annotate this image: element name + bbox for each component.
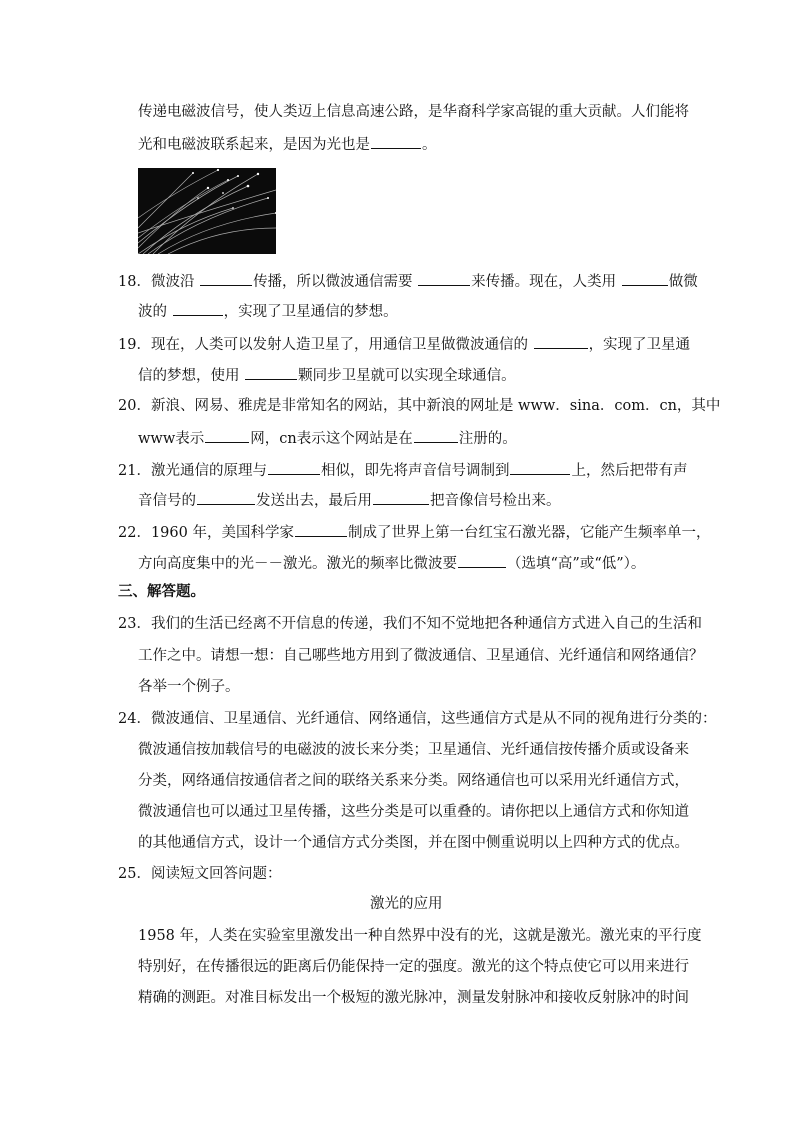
question-23-line-1 bbox=[118, 614, 702, 634]
intro-line-1: 传递电磁波信号，使人类迈上信息高速公路，是华裔科学家高锟的重大贡献。人们能将 bbox=[138, 104, 689, 120]
q18-text: 波的 bbox=[138, 304, 172, 320]
q18-text: 微波沿 bbox=[150, 274, 200, 290]
question-number: 20． bbox=[118, 398, 151, 414]
question-22-line-2 bbox=[138, 552, 645, 574]
q24-text: 微波通信、卫星通信、光纤通信、网络通信，这些通信方式是从不同的视角进行分类的： bbox=[150, 711, 717, 727]
q20-text: 注册的。 bbox=[458, 431, 517, 447]
q21-text: 相似，即先将声音信号调制到 bbox=[320, 463, 510, 479]
answer-blank bbox=[510, 459, 570, 475]
question-18-line-1 bbox=[118, 270, 698, 292]
question-24-line-2: 微波通信按加载信号的电磁波的波长来分类；卫星通信、光纤通信按传播介质或设备来 bbox=[138, 742, 689, 758]
answer-blank bbox=[295, 521, 347, 537]
fiber-optic-photo bbox=[138, 168, 276, 254]
question-24-line-4: 微波通信也可以通过卫星传播，这些分类是可以重叠的。请你把以上通信方式和你知道 bbox=[138, 804, 689, 820]
question-20-line-2 bbox=[138, 427, 517, 449]
question-24-line-1 bbox=[118, 709, 716, 729]
q21-text: 激光通信的原理与 bbox=[150, 463, 267, 479]
q21-text: 发送出去，最后用 bbox=[256, 493, 372, 509]
q19-text: 现在，人类可以发射人造卫星了，用通信卫星做微波通信的 bbox=[150, 337, 533, 353]
q18-text: 传播，所以微波通信需要 bbox=[253, 274, 418, 290]
question-19-line-2 bbox=[138, 364, 516, 386]
answer-blank bbox=[200, 270, 252, 286]
fiber-optic-icon bbox=[138, 168, 276, 254]
question-25-line-1 bbox=[118, 864, 281, 884]
q19-text: 信的梦想，使用 bbox=[138, 368, 245, 384]
q20-text: 网，cn表示这个网站是在 bbox=[250, 431, 413, 447]
answer-blank bbox=[418, 270, 470, 286]
question-number: 23． bbox=[118, 616, 151, 632]
intro-line-2-end: 。 bbox=[422, 137, 437, 153]
question-number: 22． bbox=[118, 525, 151, 541]
q21-text: 上，然后把带有声 bbox=[571, 463, 688, 479]
question-22-line-1 bbox=[118, 521, 710, 543]
answer-blank bbox=[414, 427, 458, 443]
answer-blank bbox=[197, 489, 255, 505]
answer-blank bbox=[205, 427, 249, 443]
answer-blank bbox=[268, 459, 320, 475]
q20-text: www表示 bbox=[138, 431, 205, 447]
q22-text: 制成了世界上第一台红宝石激光器，它能产生频率单一， bbox=[347, 525, 711, 541]
q19-text: ，实现了卫星通 bbox=[588, 337, 691, 353]
question-number: 24． bbox=[118, 711, 151, 727]
q22-text: 方向高度集中的光－－激光。激光的频率比微波要 bbox=[138, 556, 457, 572]
question-20-line-1 bbox=[118, 396, 720, 416]
q22-text: 1960 年，美国科学家 bbox=[150, 525, 294, 541]
question-18-line-2 bbox=[138, 300, 398, 322]
question-number: 18． bbox=[118, 274, 151, 290]
q20-text: 新浪、网易、雅虎是非常知名的网站，其中新浪的网址是 www．sina．com．cn，其中 bbox=[150, 398, 721, 414]
answer-blank bbox=[245, 364, 297, 380]
q18-text: ，实现了卫星通信的梦想。 bbox=[223, 304, 398, 320]
question-24-line-5: 的其他通信方式，设计一个通信方式分类图，并在图中侧重说明以上四种方式的优点。 bbox=[138, 835, 689, 851]
q18-text: 做微 bbox=[668, 274, 698, 290]
q22-text: （选填“高”或“低”）。 bbox=[507, 556, 646, 572]
section-heading: 三、解答题。 bbox=[118, 583, 205, 600]
q21-text: 音信号的 bbox=[138, 493, 196, 509]
q25-prompt: 阅读短文回答问题： bbox=[150, 866, 282, 882]
question-23-line-3: 各举一个例子。 bbox=[138, 679, 240, 695]
article-title: 激光的应用 bbox=[370, 896, 443, 912]
article-line-1: 1958 年，人类在实验室里激发出一种自然界中没有的光，这就是激光。激光束的平行度 bbox=[138, 928, 702, 944]
q21-text: 把音像信号检出来。 bbox=[430, 493, 561, 509]
question-number: 21． bbox=[118, 463, 151, 479]
answer-blank bbox=[622, 270, 668, 286]
answer-blank bbox=[534, 333, 588, 349]
article-line-2: 特别好，在传播很远的距离后仍能保持一定的强度。激光的这个特点使它可以用来进行 bbox=[138, 959, 689, 975]
question-23-line-2: 工作之中。请想一想：自己哪些地方用到了微波通信、卫星通信、光纤通信和网络通信？ bbox=[138, 648, 704, 664]
q19-text: 颗同步卫星就可以实现全球通信。 bbox=[298, 368, 516, 384]
intro-line-2 bbox=[138, 133, 437, 155]
question-24-line-3: 分类，网络通信按通信者之间的联络关系来分类。网络通信也可以采用光纤通信方式， bbox=[138, 773, 689, 789]
article-line-3: 精确的测距。对准目标发出一个极短的激光脉冲，测量发射脉冲和接收反射脉冲的时间 bbox=[138, 990, 689, 1006]
intro-line-2-text: 光和电磁波联系起来，是因为光也是 bbox=[138, 137, 370, 153]
question-21-line-2 bbox=[138, 489, 561, 511]
answer-blank bbox=[371, 133, 421, 149]
answer-blank bbox=[373, 489, 429, 505]
answer-blank bbox=[458, 552, 506, 568]
q23-text: 我们的生活已经离不开信息的传递，我们不知不觉地把各种通信方式进入自己的生活和 bbox=[150, 616, 702, 632]
question-number: 25． bbox=[118, 866, 151, 882]
answer-blank bbox=[173, 300, 223, 316]
question-number: 19． bbox=[118, 337, 151, 353]
q18-text: 来传播。现在，人类用 bbox=[471, 274, 621, 290]
question-21-line-1 bbox=[118, 459, 687, 481]
question-19-line-1 bbox=[118, 333, 690, 355]
